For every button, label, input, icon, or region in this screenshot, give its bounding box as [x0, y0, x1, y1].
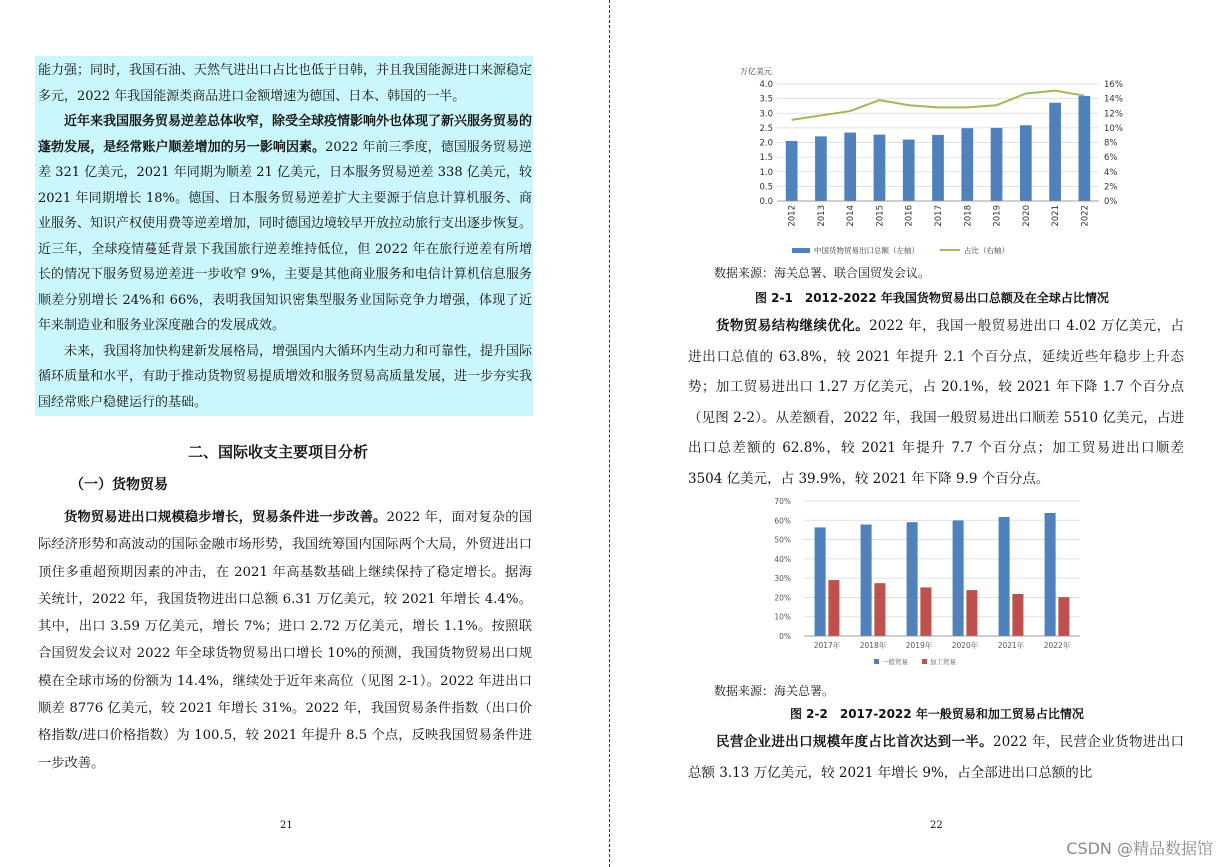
chart1-y-tick-label: 4.0: [759, 80, 773, 90]
chart1-bar: [961, 128, 973, 201]
goods-trade-lead: 货物贸易进出口规模稳步增长，贸易条件进一步改善。: [64, 510, 387, 525]
chart2-y-tick-label: 70%: [774, 497, 791, 506]
page-divider: [609, 0, 610, 867]
export-share-chart: [740, 62, 1170, 267]
paragraph-energy: 能力强；同时，我国石油、天然气进出口占比也低于日韩，并且我国能源进口来源稳定多元，2022 年我国能源类商品进口金额增速为德国、日本、韩国的一半。: [38, 63, 533, 104]
chart2-y-tick-label: 0%: [779, 632, 791, 641]
chart2-bar: [815, 527, 826, 636]
page-number: 22: [930, 820, 943, 831]
chart2-x-tick-label: 2017年: [813, 641, 841, 650]
chart2-bar: [907, 522, 918, 636]
chart2-bar: [966, 590, 977, 636]
private-enterprise-lead: 民营企业进出口规模年度占比首次达到一半。: [716, 734, 993, 750]
paragraph-services-body: 2022 年前三季度，德国服务贸易逆差 321 亿美元，2021 年同期为顺差 21 亿美元，日本服务贸易逆差 338 亿美元，较 2021 年同期增长 18%。德国、日本服务贸易逆差扩大主要源于信息计算机服务、商业服务、知识产权使用费等逆差增加，同时德国边境较早开放拉动旅行支出逐步恢复。近三年，全球疫情蔓延背景下我国旅行逆差维持低位，但 2022 年在旅行逆差有所增长的情况下服务贸易逆差进一步收窄 9%，主要是其他商业服务和电信计算机信息服务顺差分别增长 24%和 66%，表明我国知识密集型服务业国际竞争力增强，体现了近年来制造业和服务业深度融合的发展成效。: [38, 139, 533, 333]
chart2-bar: [920, 587, 931, 636]
chart1-y2-tick-label: 6%: [1104, 153, 1118, 164]
private-enterprise-paragraph: [688, 727, 1184, 788]
chart1-legend-swatch-bar: [792, 248, 810, 253]
trade-mix-chart: [772, 493, 1102, 673]
chart1-y-tick-label: 2.5: [759, 123, 773, 134]
chart1-y2-tick-label: 14%: [1104, 94, 1123, 105]
highlighted-text: [38, 58, 532, 415]
chart1-x-tick-label: 2018: [963, 205, 974, 227]
chart1-x-tick-label: 2022: [1080, 205, 1091, 227]
structure-lead: 货物贸易结构继续优化。: [716, 318, 870, 334]
chart2-legend-label: 加工贸易: [930, 658, 956, 666]
chart2-y-tick-label: 50%: [774, 535, 791, 545]
chart2-bar: [1045, 513, 1056, 636]
chart2-y-tick-label: 20%: [774, 593, 791, 603]
page-number: 21: [280, 820, 293, 831]
chart1-y2-tick-label: 16%: [1104, 80, 1123, 90]
chart1-y2-tick-label: 12%: [1104, 109, 1123, 120]
chart1-x-tick-label: 2012: [787, 205, 798, 227]
chart1-bar: [932, 135, 944, 201]
paragraph-services-lead: 近年来我国服务贸易逆差总体收窄，除受全球疫情影响外也体现了新兴服务贸易的蓬勃发展，是经常账户顺差增加的另一影响因素。: [38, 114, 533, 155]
right-page: [612, 0, 1227, 867]
chart1-y-tick-label: 2.0: [759, 138, 773, 149]
chart2-legend-swatch: [922, 659, 927, 664]
chart2-x-tick-label: 2020年: [951, 641, 979, 650]
chart1-caption: 图 2-1 2012-2022 年我国货物贸易出口总额及在全球占比情况: [755, 291, 1109, 305]
chart1-legend-label-line: 占比（右轴）: [964, 246, 1009, 255]
chart1-x-tick-label: 2020: [1021, 205, 1032, 227]
chart1-bar: [1049, 103, 1061, 201]
chart1-y-tick-label: 1.0: [759, 167, 773, 178]
chart1-y-tick-label: 0.5: [759, 182, 773, 193]
chart2-y-tick-label: 30%: [774, 574, 791, 584]
paragraph-outlook: 未来，我国将加快构建新发展格局，增强国内大循环内生动力和可靠性，提升国际循环质量和水平，有助于推动货物贸易提质增效和服务贸易高质量发展，进一步夯实我国经常账户稳健运行的基础。: [38, 343, 533, 410]
watermark: CSDN @精品数据馆: [1066, 839, 1213, 858]
chart1-x-tick-label: 2016: [904, 205, 915, 227]
paragraph-services: [38, 109, 532, 339]
goods-trade-paragraph: [38, 504, 532, 777]
chart2-bar: [1058, 597, 1069, 636]
chart2-bar: [1012, 594, 1023, 636]
chart1-y2-tick-label: 2%: [1104, 182, 1118, 193]
chart1-bar: [786, 141, 798, 201]
chart2-bar: [828, 580, 839, 636]
chart1-share-line: [792, 91, 1085, 120]
chart1-x-tick-label: 2015: [875, 205, 886, 227]
chart1-y2-tick-label: 8%: [1104, 138, 1118, 149]
chart1-y2-tick-label: 4%: [1104, 167, 1118, 178]
chart1-x-tick-label: 2013: [816, 205, 827, 227]
chart1-y-tick-label: 1.5: [759, 153, 773, 164]
chart2-y-tick-label: 10%: [774, 612, 791, 622]
chart1-bar: [844, 133, 856, 201]
chart2-y-tick-label: 60%: [774, 516, 791, 526]
chart2-caption: 图 2-2 2017-2022 年一般贸易和加工贸易占比情况: [790, 707, 1084, 721]
chart1-y2-tick-label: 0%: [1104, 197, 1118, 207]
chart2-x-tick-label: 2019年: [905, 641, 933, 650]
chart1-y-axis-label: 万亿美元: [740, 67, 772, 76]
chart1-bar: [991, 128, 1003, 201]
subsection-heading: （一）货物贸易: [70, 477, 168, 493]
chart1-x-tick-label: 2021: [1051, 205, 1062, 227]
chart1-bar: [903, 140, 915, 201]
chart2-x-tick-label: 2018年: [859, 641, 887, 650]
chart1-bar: [874, 135, 886, 201]
chart2-x-tick-label: 2021年: [997, 641, 1025, 650]
chart2-bar: [874, 583, 885, 636]
chart1-x-tick-label: 2014: [846, 205, 857, 227]
chart2-source: 数据来源：海关总署。: [714, 684, 835, 698]
chart1-source: 数据来源：海关总署、联合国贸发会议。: [714, 266, 931, 280]
structure-body: 2022 年，我国一般贸易进出口 4.02 万亿美元，占进出口总值的 63.8%，较 2021 年提升 2.1 个百分点，延续近些年稳步上升态势；加工贸易进出口 1.27 万亿美元，占 20.1%，较 2021 年下降 1.7 个百分点（见图 2-2）。从差额看，2022 年，我国一般贸易进出口顺差 5510 亿美元，占进出口总差额的 62.8%，较 2021 年提升 7.7 个百分点；加工贸易进出口顺差 3504 亿美元，占 39.9%，较 2021 年下降 9.9 个百分点。: [688, 318, 1185, 487]
private-enterprise-body: 2022 年，民营企业货物进出口总额 3.13 万亿美元，较 2021 年增长 9%，占全部进出口总额的比: [688, 734, 1184, 781]
left-page: [0, 0, 608, 867]
goods-trade-body: 2022 年，面对复杂的国际经济形势和高波动的国际金融市场形势，我国统筹国内国际两个大局，外贸进出口顶住多重超预期因素的冲击，在 2021 年高基数基础上继续保持了稳定增长。据海关统计，2022 年，我国货物进出口总额 6.31 万亿美元，较 2021 年增长 4.4%。其中，出口 3.59 万亿美元，增长 7%；进口 2.72 万亿美元，增长 1.1%。按照联合国贸发会议对 2022 年全球货物贸易出口增长 10%的预测，我国货物贸易出口规模在全球市场的份额为 14.4%，继续处于近年来高位（见图 2-1）。2022 年进出口顺差 8776 亿美元，较 2021 年增长 31%。2022 年，我国贸易条件指数（出口价格指数/进口价格指数）为 100.5，较 2021 年提升 8.5 个点，反映我国贸易条件进一步改善。: [38, 510, 532, 771]
chart2-y-tick-label: 40%: [774, 554, 791, 564]
chart1-bar: [1020, 125, 1032, 201]
chart2-bar: [953, 520, 964, 636]
chart2-legend-label: 一般贸易: [882, 658, 908, 666]
chart1-y-tick-label: 3.5: [759, 94, 773, 105]
chart1-y2-tick-label: 10%: [1104, 123, 1123, 134]
chart2-legend-swatch: [874, 659, 879, 664]
chart1-legend-label-bar: 中国货物贸易出口总额（左轴）: [814, 246, 919, 255]
section-heading: 二、国际收支主要项目分析: [188, 443, 369, 461]
chart2-bar: [861, 525, 872, 636]
chart2-bar: [999, 517, 1010, 636]
chart1-y-tick-label: 3.0: [759, 109, 773, 120]
chart1-y-tick-label: 0.0: [759, 197, 773, 207]
chart1-bar: [815, 136, 827, 201]
chart1-x-tick-label: 2017: [934, 205, 944, 227]
chart2-x-tick-label: 2022年: [1043, 641, 1071, 650]
chart1-bar: [1079, 96, 1091, 201]
structure-paragraph: [688, 311, 1184, 494]
chart1-x-tick-label: 2019: [992, 205, 1003, 227]
